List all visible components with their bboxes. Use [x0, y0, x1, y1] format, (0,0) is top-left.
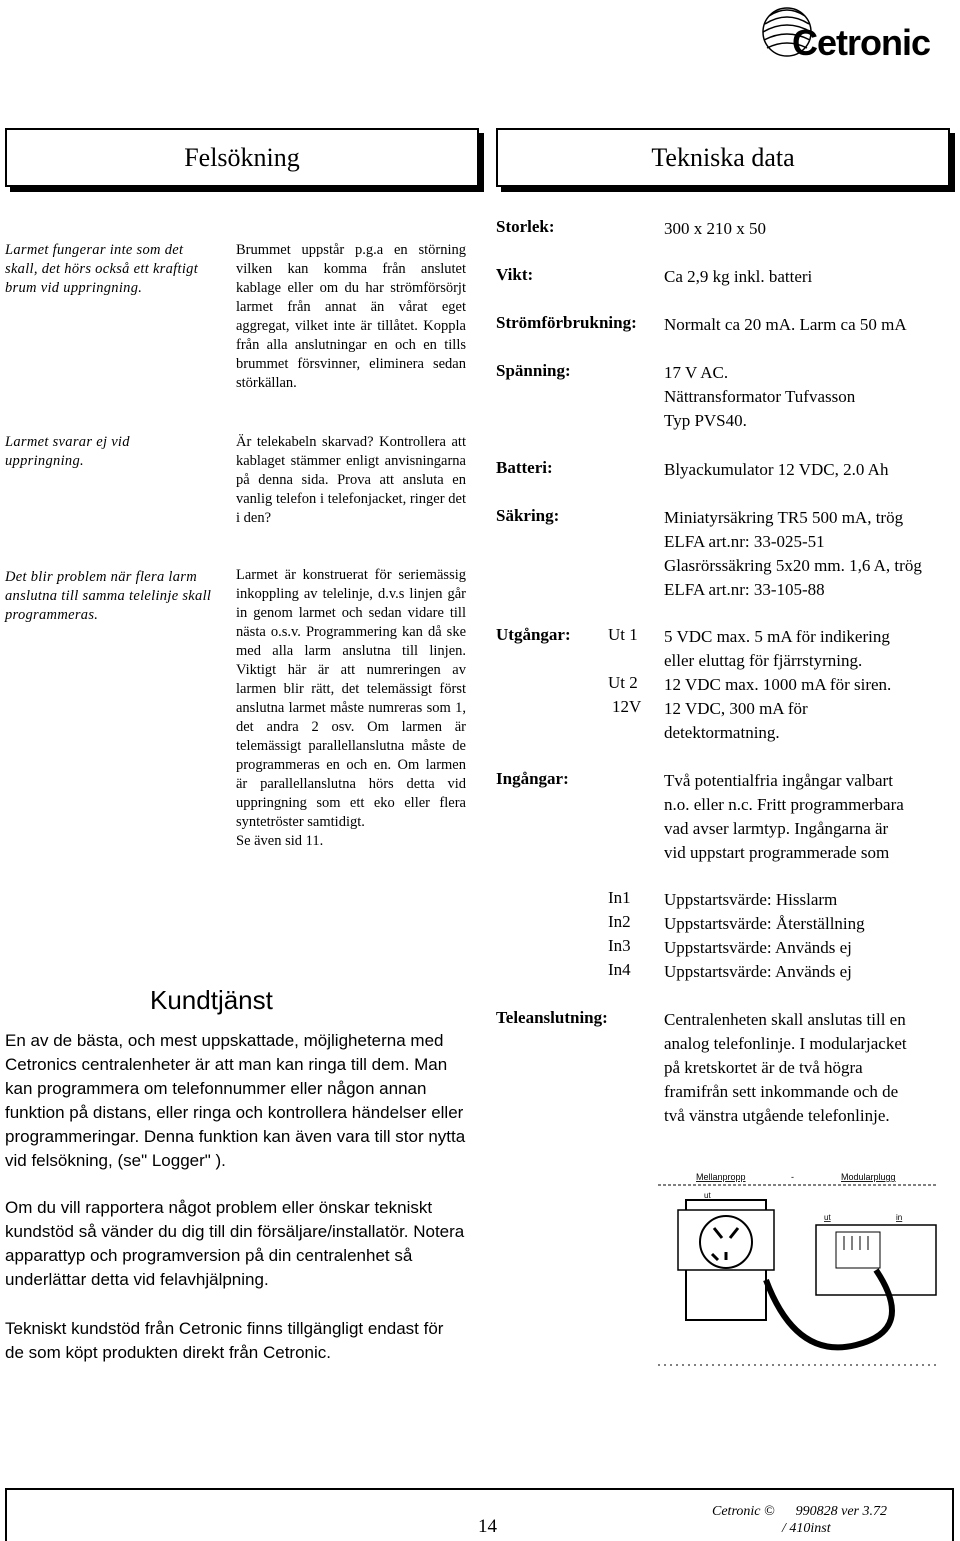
tele-line-3: på kretskortet är de två högra [664, 1058, 863, 1077]
cetronic-logo [752, 0, 960, 70]
in1-value: Uppstartsvärde: Hisslarm [664, 890, 838, 909]
spec-storlek-label: Storlek: [496, 217, 555, 236]
ut2-label: Ut 2 [608, 673, 638, 692]
spec-strom-value: Normalt ca 20 mA. Larm ca 50 mA [664, 315, 907, 334]
kundtjanst-p1: En av de bästa, och mest uppskattade, möjligheterna med Cetronics centralenheter är att man kan ringa till dem. Man kan programmera om telefonnummer eller någon annan funktion på distans, eller ringa och kontrollera händelser eller programmeringar. Denna funktion kan även vara till stor nytta vid felsökning, (se" Logger" ). [5, 1031, 466, 1170]
spec-vikt-label: Vikt: [496, 265, 534, 284]
spec-tele-label: Teleanslutning: [496, 1008, 608, 1027]
header-felsokning [5, 128, 479, 187]
tele-line-5: två vänstra utgående telefonlinje. [664, 1106, 890, 1125]
spanning-line-1: 17 V AC. [664, 363, 729, 382]
kundtjanst-p2: Om du vill rapportera något problem eller önskar tekniskt kundstöd så vänder du dig till din försäljare/installatör. Notera apparattyp och programversion på din centralenhet så underlättar detta vid felavhjälpning. [5, 1198, 465, 1289]
sakring-line-1: Miniatyrsäkring TR5 500 mA, trög [664, 508, 904, 527]
ingangar-line-1: Två potentialfria ingångar valbart [664, 771, 893, 790]
ingangar-line-4: vid uppstart programmerade som [664, 843, 890, 862]
problem-1: Larmet fungerar inte som det skall, det hörs också ett kraftigt brum vid uppringning. [5, 242, 199, 296]
kundtjanst-title: Kundtjänst [150, 985, 273, 1015]
tele-line-1: Centralenheten skall anslutas till en [664, 1010, 906, 1029]
connector-diagram [656, 1170, 946, 1370]
12v-label: 12V [612, 697, 642, 716]
in4-label: In4 [608, 960, 631, 979]
diagram-ut-left: ut [704, 1191, 711, 1200]
ut1-line-2: eller eluttag för fjärrstyrning. [664, 651, 863, 670]
ingangar-line-3: vad avser larmtyp. Ingångarna är [664, 819, 889, 838]
spanning-line-2: Nättransformator Tufvasson [664, 387, 856, 406]
in3-value: Uppstartsvärde: Används ej [664, 938, 852, 957]
spec-batteri-value: Blyackumulator 12 VDC, 2.0 Ah [664, 460, 889, 479]
spec-utgangar-label: Utgångar: [496, 625, 571, 644]
header-tekniska-data [496, 128, 950, 187]
page-number: 14 [478, 1516, 497, 1537]
spec-ingangar-label: Ingångar: [496, 769, 569, 788]
diagram-dash: - [791, 1172, 794, 1182]
12v-line-2: detektormatning. [664, 723, 780, 742]
spec-batteri-label: Batteri: [496, 458, 553, 477]
ut1-line-1: 5 VDC max. 5 mA för indikering [664, 627, 890, 646]
diagram-title-right: Modularplugg [841, 1172, 896, 1182]
spec-spanning-value [664, 361, 954, 433]
kundtjanst-p3: Tekniskt kundstöd från Cetronic finns tillgängligt endast för de som köpt produkten direkt från Cetronic. [5, 1319, 444, 1362]
12v-line-1: 12 VDC, 300 mA för [664, 699, 808, 718]
problem-2: Larmet svarar ej vid uppringning. [5, 434, 130, 469]
footer-company: Cetronic © [712, 1504, 775, 1519]
in2-label: In2 [608, 912, 631, 931]
ingangar-line-2: n.o. eller n.c. Fritt programmerbara [664, 795, 904, 814]
diagram-in: in [896, 1213, 903, 1222]
spec-sakring-value [664, 506, 954, 602]
spec-storlek-value: 300 x 210 x 50 [664, 219, 766, 238]
cable [766, 1270, 892, 1347]
tele-line-2: analog telefonlinje. I modularjacket [664, 1034, 907, 1053]
see-also: Se även sid 11. [236, 833, 324, 849]
sakring-line-2: ELFA art.nr: 33-025-51 [664, 532, 825, 551]
solution-2: Är telekabeln skarvad? Kontrollera att kablaget stämmer enligt anvisningarna på denna sida. Prova att ansluta en vanlig telefon i telefonjacket, ringer det i den? [236, 434, 466, 526]
sakring-line-4: ELFA art.nr: 33-105-88 [664, 580, 825, 599]
solution-1: Brummet uppstår p.g.a en störning vilken kan komma från anslutet kablage eller om du har strömförsörjt larmet från annat än vårat eget aggregat, vilket inte är tillåtet. Koppla från alla anslutningar en och en tills brummet försvinner, eliminera sedan störkällan. [236, 242, 466, 391]
in2-value: Uppstartsvärde: Återställning [664, 914, 865, 933]
solution-3-text: Larmet är konstruerat för seriemässig inkoppling av telelinje, d.v.s linjen går in genom larmet och sedan vidare till nästa o.s.v. Programmering kan då ske med alla larm anslutna till linjen. Viktigt här är att numreringen av larmen blir rätt, det telemässigt först anslutna larmet måste numreras som 1, det andra 2 osv. Om larmen är telemässigt parallellanslutna måste de programmeras en och en. Om larmen är parallellanslutna hörs detta vid uppringning som ett eko eller flera syntetröster samtidigt. [236, 567, 466, 830]
diagram-ut-right: ut [824, 1213, 831, 1222]
ut2-value: 12 VDC max. 1000 mA för siren. [664, 675, 892, 694]
section-title-right: Tekniska data [651, 143, 795, 172]
in1-label: In1 [608, 888, 631, 907]
footer-version: 990828 ver 3.72 [795, 1504, 888, 1519]
in4-value: Uppstartsvärde: Används ej [664, 962, 852, 981]
tele-value [664, 1008, 954, 1128]
ut1-label: Ut 1 [608, 625, 638, 644]
footer-info [712, 1503, 887, 1537]
spec-sakring-label: Säkring: [496, 506, 560, 525]
spec-spanning-label: Spänning: [496, 361, 571, 380]
12v-value [664, 697, 954, 745]
logo-wordmark: Cetronic [792, 22, 931, 63]
modular-plug [816, 1225, 936, 1295]
ut1-value [664, 625, 954, 673]
tele-line-4: framifrån sett inkommande och de [664, 1082, 899, 1101]
in3-label: In3 [608, 936, 631, 955]
ingangar-value [664, 769, 954, 865]
footer-doc: / 410inst [782, 1521, 831, 1536]
spec-strom-label: Strömförbrukning: [496, 313, 637, 332]
spec-vikt-value: Ca 2,9 kg inkl. batteri [664, 267, 813, 286]
diagram-title-left: Mellanpropp [696, 1172, 746, 1182]
sakring-line-3: Glasrörssäkring 5x20 mm. 1,6 A, trög [664, 556, 922, 575]
mellanpropp-plug [678, 1200, 774, 1320]
spanning-line-3: Typ PVS40. [664, 411, 747, 430]
section-title-left: Felsökning [184, 143, 300, 172]
solution-3 [236, 566, 466, 851]
problem-3: Det blir problem när flera larm anslutna till samma telelinje skall programmeras. [5, 569, 212, 623]
